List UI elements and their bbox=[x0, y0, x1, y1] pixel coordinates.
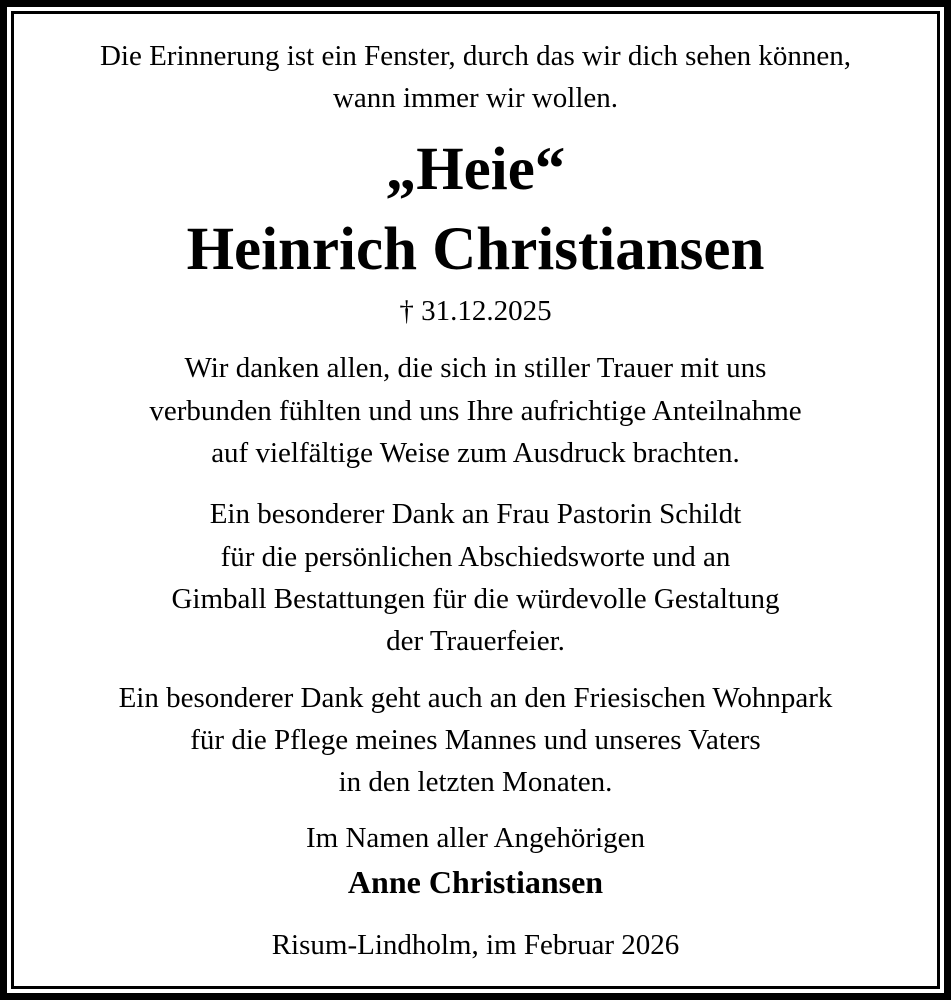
special-thanks-1-line-3: Gimball Bestattungen für die würdevolle Gestaltung bbox=[171, 583, 780, 615]
quote-line-1: Die Erinnerung ist ein Fenster, durch das wir dich sehen können, bbox=[99, 40, 852, 72]
thanks-line-2: verbunden fühlten und uns Ihre aufrichtige Anteilnahme bbox=[149, 395, 802, 427]
deceased-name: Heinrich Christiansen bbox=[186, 216, 765, 283]
special-thanks-1-line-2: für die persönlichen Abschiedsworte und an bbox=[220, 541, 731, 573]
death-date: † 31.12.2025 bbox=[399, 295, 552, 327]
special-thanks-1-line-1: Ein besonderer Dank an Frau Pastorin Schildt bbox=[209, 498, 742, 530]
place-and-date: Risum-Lindholm, im Februar 2026 bbox=[271, 929, 680, 961]
signature-name: Anne Christiansen bbox=[347, 864, 604, 900]
signature-intro: Im Namen aller Angehörigen bbox=[305, 822, 646, 854]
deceased-nickname: „Heie“ bbox=[385, 136, 566, 203]
obituary-notice bbox=[14, 14, 937, 986]
special-thanks-2-line-1: Ein besonderer Dank geht auch an den Friesischen Wohnpark bbox=[118, 682, 833, 714]
thanks-line-1: Wir danken allen, die sich in stiller Trauer mit uns bbox=[184, 352, 767, 384]
quote-line-2: wann immer wir wollen. bbox=[332, 82, 619, 114]
special-thanks-2-line-3: in den letzten Monaten. bbox=[338, 766, 613, 798]
special-thanks-1-line-4: der Trauerfeier. bbox=[386, 625, 565, 657]
special-thanks-2-line-2: für die Pflege meines Mannes und unseres Vaters bbox=[190, 724, 761, 756]
thanks-line-3: auf vielfältige Weise zum Ausdruck brachten. bbox=[211, 437, 740, 469]
